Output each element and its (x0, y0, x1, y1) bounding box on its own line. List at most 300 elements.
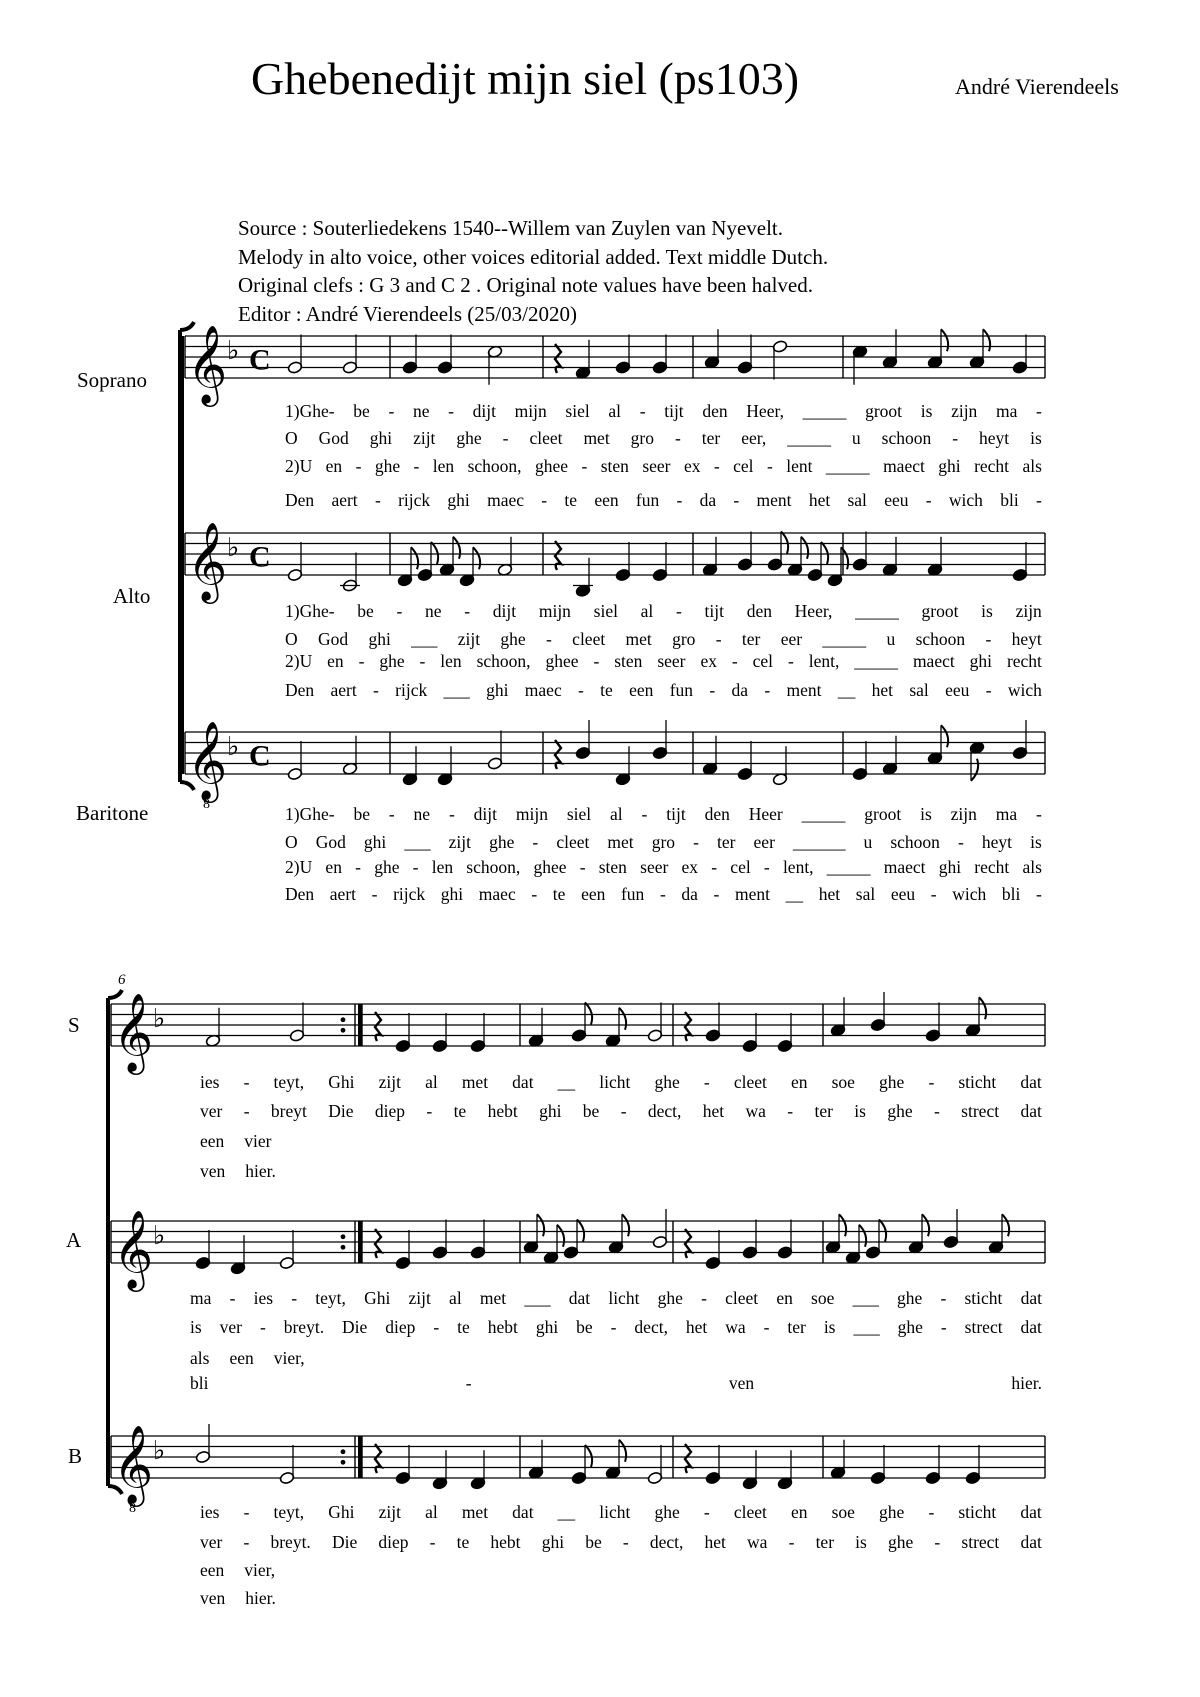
lyric-syllable: ter (787, 1317, 806, 1337)
lyric-syllable: vier, (244, 1560, 276, 1580)
lyric-syllable: hebt (487, 1317, 518, 1337)
lyric-syllable: - (1035, 490, 1042, 510)
quarter-rest-icon (685, 1012, 691, 1041)
lyric-syllable: aert (331, 490, 358, 510)
repeat-dot (341, 1234, 346, 1239)
lyric-syllable: rijck (393, 884, 426, 904)
lyric-syllable: da (681, 884, 698, 904)
lyric-syllable: - (229, 1288, 236, 1308)
lyric-syllable: als (190, 1348, 210, 1368)
lyric-syllable: ghi (440, 884, 464, 904)
lyric-syllable: - (764, 680, 771, 700)
lyric-syllable: - (709, 680, 716, 700)
lyric-syllable: - (358, 651, 365, 671)
lyric-syllable: - (371, 884, 378, 904)
lyric-syllable: - (1036, 401, 1042, 421)
quarter-rest-icon (375, 1012, 381, 1041)
lyric-syllable: be (353, 401, 370, 421)
lyric-syllable: te (600, 680, 613, 700)
staff-label-alto: Alto (113, 584, 151, 608)
lyric-syllable: schoon, (467, 456, 522, 476)
lyric-syllable: dect, (647, 1101, 682, 1121)
lyric-syllable: aert (330, 680, 357, 700)
lyric-syllable: het (818, 884, 841, 904)
lyric-syllable: al (449, 1288, 462, 1308)
lyric-syllable: seer (640, 857, 669, 877)
lyric-syllable: al (425, 1072, 438, 1092)
lyric-syllable: ghe (654, 1072, 680, 1092)
lyric-syllable: ghe (897, 1288, 923, 1308)
lyric-syllable: licht (608, 1288, 640, 1308)
quarter-rest-icon (375, 1444, 381, 1473)
flat-icon: ♭ (153, 1221, 166, 1252)
lyric-syllable: ver (219, 1317, 242, 1337)
lyric-syllable: - (933, 1101, 940, 1121)
lyric-syllable: - (639, 401, 646, 421)
lyric-syllable: - (374, 490, 381, 510)
lyric-syllable: heyt (1011, 629, 1042, 649)
lyric-syllable: sal (909, 680, 929, 700)
lyric-syllable: Den (285, 680, 315, 700)
lyric-syllable: ven (200, 1588, 226, 1608)
note-flag (431, 542, 438, 564)
note-flag (801, 537, 808, 559)
lyric-syllable: - (448, 401, 454, 421)
lyric-syllable: - (578, 680, 584, 700)
lyric-syllable: - (940, 1317, 947, 1337)
lyric-syllable: teyt, (315, 1288, 346, 1308)
lyric-syllable: breyt (270, 1101, 307, 1121)
lyric-syllable: ___ (404, 832, 431, 852)
lyric-syllable: - (546, 629, 552, 649)
lyric-syllable: - (243, 1072, 250, 1092)
lyric-syllable: be (585, 1532, 602, 1552)
staff-label-b: B (68, 1444, 83, 1468)
note-flag (859, 1225, 866, 1247)
lyric-syllable: da (731, 680, 749, 700)
lyric-syllable: wa (725, 1317, 746, 1337)
repeat-dot (341, 1245, 346, 1250)
lyric-syllable: sten (598, 857, 627, 877)
lyric-syllable: vier (244, 1131, 272, 1151)
lyric-syllable: en (327, 651, 344, 671)
note-flag (537, 1214, 544, 1236)
lyric-syllable: ver (200, 1101, 223, 1121)
lyric-syllable: ghee (533, 857, 567, 877)
lyric-syllable: bli (190, 1373, 209, 1393)
lyric-syllable: maec (487, 490, 524, 510)
lyric-syllable: _____ (854, 651, 899, 671)
lyric-syllable: bli (1001, 884, 1021, 904)
staff-label-soprano: Soprano (77, 368, 147, 392)
lyric-syllable: een (229, 1348, 254, 1368)
note-flag (971, 759, 978, 781)
lyric-syllable: dijt (492, 601, 517, 621)
lyric-syllable: - (581, 456, 588, 476)
lyric-syllable: ghe (500, 629, 526, 649)
lyric-syllable: ___ (411, 629, 438, 649)
lyric-syllable: is (1030, 428, 1042, 448)
lyric-syllable: dat (1020, 1101, 1042, 1121)
lyric-syllable: ghi (535, 1317, 559, 1337)
lyric-syllable: - (429, 1532, 436, 1552)
lyric-syllable: ghi (447, 490, 470, 510)
lyric-syllable: - (502, 428, 509, 448)
note-line: Original clefs : G 3 and C 2 . Original note values have been halved. (238, 273, 813, 297)
lyric-syllable: wich (952, 884, 987, 904)
quarter-rest-icon (685, 1229, 691, 1258)
lyric-syllable: - (731, 651, 738, 671)
lyric-syllable: lent, (782, 857, 814, 877)
lyric-syllable: ___ (853, 1317, 880, 1337)
lyric-syllable: - (952, 428, 959, 448)
lyric-syllable: __ (557, 1072, 576, 1092)
lyric-syllable: hier. (245, 1161, 276, 1181)
staff-label-s: S (68, 1013, 80, 1037)
lyric-syllable: zijn (950, 804, 977, 824)
lyric-syllable: al (610, 804, 623, 824)
repeat-dot (341, 1028, 346, 1033)
lyric-syllable: - (464, 601, 471, 621)
lyric-syllable: siel (566, 804, 592, 824)
lyric-syllable: te (457, 1317, 470, 1337)
lyric-syllable: sal (847, 490, 867, 510)
lyric-syllable: lent (786, 456, 813, 476)
lyric-syllable: - (925, 490, 932, 510)
lyric-syllable: siel (593, 601, 618, 621)
lyric-syllable: - (355, 857, 361, 877)
lyric-syllable: schoon, (466, 857, 521, 877)
lyric-syllable: breyt. (270, 1532, 311, 1552)
lyric-syllable: - (676, 490, 683, 510)
lyric-syllable: strect (964, 1317, 1003, 1337)
note-flag (1002, 1214, 1009, 1236)
lyric-syllable: ma (995, 401, 1018, 421)
lyric-syllable: is (823, 1317, 836, 1337)
lyric-syllable: - (426, 1101, 433, 1121)
lyric-syllable: ghi (541, 1532, 565, 1552)
time-signature: C (249, 343, 271, 377)
lyric-syllable: en (325, 456, 343, 476)
lyric-syllable: al (425, 1502, 438, 1522)
lyric-syllable: ___ (443, 680, 470, 700)
lyric-syllable: dat (568, 1288, 591, 1308)
quarter-rest-icon (555, 344, 561, 373)
lyric-syllable: te (456, 1532, 470, 1552)
lyric-syllable: - (1035, 884, 1042, 904)
lyric-syllable: len (431, 857, 454, 877)
lyric-syllable: zijt (378, 1072, 401, 1092)
lyric-syllable: - (711, 857, 718, 877)
lyric-syllable: ___ (524, 1288, 551, 1308)
quarter-rest-icon (555, 541, 561, 570)
lyric-syllable: Ghi (364, 1288, 391, 1308)
lyric-syllable: dijt (473, 804, 497, 824)
lyric-syllable: - (465, 1373, 472, 1393)
lyric-syllable: u (851, 428, 861, 448)
octave-mark: 8 (203, 797, 210, 812)
lyric-syllable: recht (974, 456, 1010, 476)
lyric-syllable: Die (342, 1317, 368, 1337)
lyric-syllable: ex (700, 651, 717, 671)
lyric-syllable: dat (512, 1502, 534, 1522)
note-flag (821, 542, 828, 564)
staff-label-baritone: Baritone (76, 801, 149, 825)
lyric-syllable: ghe (374, 857, 400, 877)
lyric-syllable: vier, (273, 1348, 305, 1368)
lyric-syllable: een (200, 1131, 225, 1151)
lyric-syllable: len (432, 456, 455, 476)
lyric-syllable: ies (253, 1288, 274, 1308)
lyric-syllable: te (564, 490, 578, 510)
lyric-syllable: een (581, 884, 606, 904)
lyric-syllable: - (593, 651, 600, 671)
treble-clef-icon: 𝄞 (187, 522, 228, 601)
lyric-syllable: den (746, 601, 772, 621)
lyric-syllable: zijt (378, 1502, 401, 1522)
note-flag (577, 1220, 584, 1242)
lyric-syllable: ghi (486, 680, 509, 700)
lyric-syllable: rijck (395, 680, 428, 700)
lyric-syllable: en (790, 1072, 808, 1092)
lyric-syllable: be (576, 1317, 593, 1337)
lyric-syllable: zijt (448, 832, 472, 852)
lyric-syllable: ma (190, 1288, 212, 1308)
lyric-syllable: __ (785, 884, 804, 904)
flat-icon: ♭ (153, 1436, 166, 1467)
lyric-syllable: ghi (369, 428, 393, 448)
lyric-syllable: - (985, 680, 992, 700)
lyric-syllable: Die (331, 1532, 358, 1552)
lyric-syllable: _____ (855, 601, 899, 621)
lyric-syllable: - (713, 456, 720, 476)
lyric-syllable: __ (837, 680, 856, 700)
note-flag (622, 1214, 629, 1236)
lyric-syllable: zijt (413, 428, 436, 448)
lyric-syllable: - (940, 1288, 947, 1308)
lyric-syllable: tijt (664, 401, 684, 421)
lyric-syllable: - (641, 804, 648, 824)
note-flag (879, 1220, 886, 1242)
quarter-rest-icon (685, 1444, 691, 1473)
lyric-syllable: cleet (733, 1502, 767, 1522)
lyric-syllable: met (461, 1072, 489, 1092)
lyric-syllable: mijn (515, 804, 548, 824)
lyric-syllable: hier. (1011, 1373, 1042, 1393)
lyric-syllable: - (579, 857, 586, 877)
treble-clef-icon: 𝄞 (187, 721, 228, 800)
lyric-syllable: met (583, 428, 610, 448)
lyric-syllable: - (715, 629, 722, 649)
lyric-syllable: mijn (514, 401, 547, 421)
note-flag (983, 329, 990, 351)
lyric-syllable: God (315, 832, 346, 852)
lyric-syllable: ghee (534, 456, 569, 476)
treble-clef-icon: 𝄞 (113, 993, 154, 1072)
lyric-syllable: ghe (879, 1502, 905, 1522)
lyric-syllable: - (985, 629, 992, 649)
lyric-syllable: - (934, 1532, 941, 1552)
time-signature: C (249, 540, 271, 574)
lyric-syllable: is (190, 1317, 202, 1337)
lyric-syllable: - (388, 401, 395, 421)
repeat-dot (341, 1449, 346, 1454)
lyric-syllable: __ (557, 1502, 576, 1522)
lyric-syllable: ___ (852, 1288, 879, 1308)
lyric-syllable: schoon, (476, 651, 531, 671)
lyric-syllable: den (702, 401, 728, 421)
lyric-syllable: u (863, 832, 873, 852)
lyric-syllable: cleet (529, 428, 563, 448)
lyric-syllable: met (461, 1502, 489, 1522)
lyric-syllable: eer, (741, 428, 767, 448)
lyric-syllable: - (693, 832, 699, 852)
lyric-syllable: ne (412, 401, 430, 421)
lyric-syllable: is (920, 804, 932, 824)
composer-name: André Vierendeels (955, 74, 1119, 99)
lyric-syllable: te (552, 884, 566, 904)
lyric-syllable: groot (921, 601, 959, 621)
lyric-syllable: tijt (666, 804, 686, 824)
lyric-syllable: - (703, 1072, 710, 1092)
lyric-syllable: ghe (897, 1317, 923, 1337)
lyric-syllable: ter (815, 1532, 835, 1552)
repeat-dot (341, 1460, 346, 1465)
note-flag (557, 1225, 564, 1247)
lyric-syllable: 1)Ghe- (285, 804, 335, 824)
lyric-syllable: sticht (964, 1288, 1003, 1308)
lyric-syllable: ne (413, 804, 431, 824)
flat-icon: ♭ (227, 732, 240, 763)
lyric-syllable: 2)U (285, 456, 313, 476)
lyric-syllable: eeu (884, 490, 909, 510)
lyric-syllable: be (353, 804, 370, 824)
lyric-syllable: - (388, 804, 395, 824)
lyric-syllable: ter (814, 1101, 833, 1121)
lyric-syllable: maect (912, 651, 955, 671)
lyric-syllable: maect (883, 857, 926, 877)
lyric-syllable: be (582, 1101, 600, 1121)
lyric-syllable: seer (657, 651, 686, 671)
lyric-syllable: ghe (654, 1502, 680, 1522)
lyric-syllable: ex (681, 857, 699, 877)
lyric-syllable: da (699, 490, 717, 510)
lyric-syllable: hebt (487, 1101, 518, 1121)
lyric-syllable: ghee (545, 651, 579, 671)
lyric-syllable: ghi (938, 456, 961, 476)
lyric-syllable: - (291, 1288, 298, 1308)
note-flag (453, 537, 460, 559)
lyric-syllable: ghi (938, 857, 962, 877)
octave-mark: 8 (129, 1501, 136, 1516)
lyric-syllable: sal (855, 884, 876, 904)
lyric-syllable: teyt, (273, 1072, 305, 1092)
lyric-syllable: dat (1020, 1317, 1042, 1337)
lyric-syllable: - (620, 1101, 627, 1121)
lyric-syllable: - (713, 884, 720, 904)
lyric-syllable: Den (285, 490, 315, 510)
lyric-syllable: sticht (958, 1072, 997, 1092)
lyric-syllable: den (704, 804, 730, 824)
lyric-syllable: al (640, 601, 654, 621)
lyric-syllable: - (788, 1532, 795, 1552)
lyric-syllable: ghe (879, 1072, 905, 1092)
lyric-syllable: al (608, 401, 622, 421)
quarter-rest-icon (555, 740, 561, 769)
lyric-syllable: heyt (978, 428, 1010, 448)
lyric-syllable: - (541, 490, 548, 510)
lyric-syllable: - (957, 832, 964, 852)
lyric-syllable: dect, (649, 1532, 684, 1552)
lyric-syllable: O (285, 832, 298, 852)
lyric-syllable: bli (1000, 490, 1019, 510)
lyric-syllable: wa (747, 1532, 768, 1552)
lyric-syllable: seer (642, 456, 671, 476)
lyric-syllable: zijn (1015, 601, 1042, 621)
lyric-syllable: is (920, 401, 933, 421)
lyric-syllable: schoon (915, 629, 966, 649)
lyric-syllable: schoon (881, 428, 932, 448)
lyric-syllable: wich (948, 490, 983, 510)
lyric-syllable: met (607, 832, 634, 852)
lyric-syllable: - (676, 601, 682, 621)
lyric-syllable: maect (883, 456, 925, 476)
lyric-syllable: Die (328, 1101, 354, 1121)
lyric-syllable: fun (669, 680, 694, 700)
lyric-syllable: dat (512, 1072, 534, 1092)
lyric-syllable: ment (756, 490, 792, 510)
lyric-syllable: ies (200, 1502, 220, 1522)
lyric-syllable: ghe (379, 651, 405, 671)
note-flag (619, 1440, 626, 1462)
lyric-syllable: ver (200, 1532, 223, 1552)
lyric-syllable: - (531, 884, 538, 904)
lyric-syllable: recht (1006, 651, 1042, 671)
lyric-syllable: - (733, 490, 740, 510)
lyric-syllable: hier. (245, 1588, 276, 1608)
lyric-syllable: ghe (489, 832, 515, 852)
lyric-syllable: dat (1020, 1502, 1042, 1522)
note-flag (411, 547, 418, 569)
lyric-syllable: - (412, 857, 419, 877)
lyric-syllable: - (243, 1532, 250, 1552)
lyric-syllable: gro (651, 832, 676, 852)
lyric-syllable: - (1036, 804, 1042, 824)
lyric-syllable: hebt (490, 1532, 521, 1552)
note-flag (841, 547, 848, 569)
lyric-syllable: en (790, 1502, 808, 1522)
lyric-syllable: zijt (408, 1288, 431, 1308)
lyric-syllable: dat (1020, 1072, 1042, 1092)
lyric-syllable: is (1030, 832, 1042, 852)
lyric-syllable: het (871, 680, 894, 700)
lyric-syllable: het (808, 490, 831, 510)
note-flag (585, 1003, 592, 1025)
lyric-syllable: is (855, 1532, 867, 1552)
lyric-syllable: cel (752, 651, 774, 671)
staff-label-a: A (66, 1228, 82, 1252)
lyric-syllable: Ghi (328, 1502, 355, 1522)
lyric-syllable: strect (961, 1532, 1000, 1552)
measure-number: 6 (118, 972, 126, 988)
lyric-syllable: Den (285, 884, 315, 904)
note-flag (941, 329, 948, 351)
lyric-syllable: - (532, 832, 539, 852)
lyric-syllable: u (886, 629, 896, 649)
lyric-syllable: licht (599, 1502, 631, 1522)
lyric-syllable: aert (329, 884, 357, 904)
lyric-syllable: diep (378, 1532, 409, 1552)
